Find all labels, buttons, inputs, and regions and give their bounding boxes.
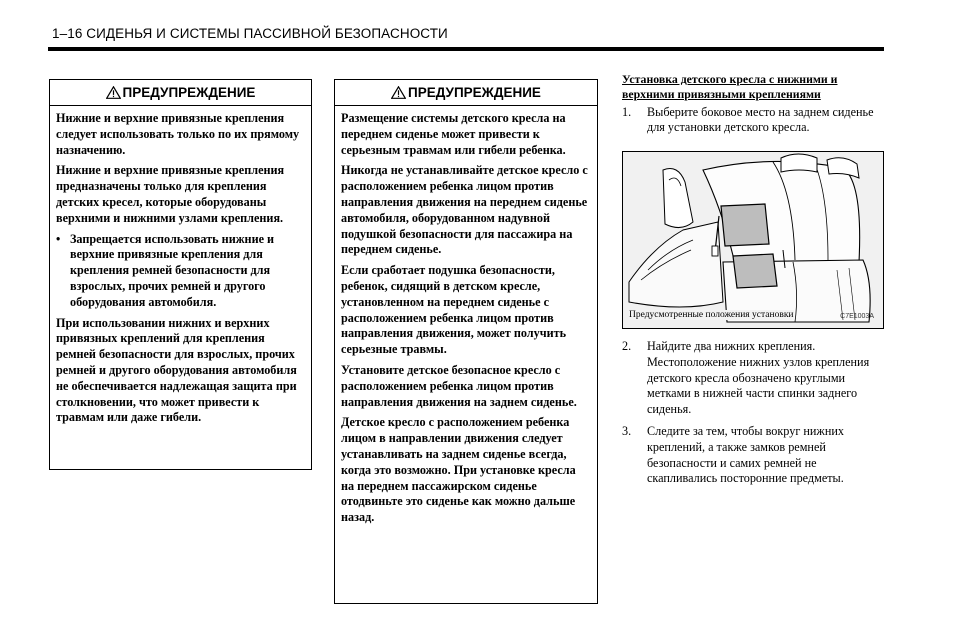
warning-paragraph: Размещение системы детского кресла на переднем сиденье может привести к серьезным травмам или гибели ребенка. — [341, 111, 566, 157]
warning-paragraph: Установите детское безопасное кресло с расположением ребенка лицом против направления движения на заднем сиденье. — [341, 362, 577, 409]
warning-paragraph: Нижние и верхние привязные крепления предназначены только для крепления детских кресел, которые оборудованы верхними и нижними узлами крепления. — [56, 163, 285, 225]
bullet-text: Запрещается использовать нижние и верхние привязные крепления для крепления ремней безопасности для взрослых, прочих ремней и другого оборудования автомобиля. — [70, 231, 275, 309]
warning-title-text: ПРЕДУПРЕЖДЕНИЕ — [122, 85, 256, 100]
header-rule — [48, 47, 884, 51]
warning-paragraph: Если сработает подушка безопасности, ребенок, сидящий в детском кресле, установленном на переднем сиденье с расположением ребенка лицом против направления движения, может получить серьезные травмы. — [341, 263, 567, 357]
figure-code: C7E1003A — [840, 313, 874, 320]
rear-seat-illustration — [623, 152, 884, 329]
warning-box-front-seat — [334, 79, 598, 604]
instructions-column — [622, 72, 884, 142]
warning-title-text: ПРЕДУПРЕЖДЕНИЕ — [408, 85, 541, 100]
instructions-column-continued — [622, 339, 884, 493]
warning-paragraph: Никогда не устанавливайте детское кресло с расположением ребенка лицом против направления движения на переднем сиденье автомобиля, оборудованном надувной подушкой безопасности для пассажира на переднем сиденье. — [341, 163, 588, 257]
warning-box-anchors — [49, 79, 312, 470]
warning-title — [50, 80, 311, 106]
seat-figure — [622, 151, 884, 329]
warning-triangle-icon — [106, 86, 121, 99]
step-item — [622, 424, 884, 487]
step-number: 3. — [622, 423, 632, 438]
warning-bullet — [56, 232, 303, 311]
warning-title — [335, 80, 597, 106]
step-number: 2. — [622, 339, 632, 353]
warning-paragraph: Детское кресло с расположением ребенка лицом в направлении движения следует устанавливать на заднем сиденье всегда, когда это возможно. При установке кресла на переднем пассажирском сиденье отодвиньте это сиденье как можно дальше назад. — [341, 415, 576, 525]
step-number: 1. — [622, 104, 632, 119]
step-item — [622, 339, 884, 418]
step-text: Выберите боковое место на заднем сиденье для установки детского кресла. — [647, 104, 874, 135]
bullet-mark: • — [56, 231, 61, 246]
figure-caption: Предусмотренные положения установки — [629, 310, 794, 320]
page-header: 1–16 СИДЕНЬЯ И СИСТЕМЫ ПАССИВНОЙ БЕЗОПАСНОСТИ — [52, 26, 448, 41]
warning-triangle-icon — [391, 86, 406, 99]
warning-paragraph: При использовании нижних и верхних привязных креплений для крепления ремней безопасности для взрослых, прочих ремней и другого оборудования автомобиля не обеспечивается надлежащая защита при столкновении, что может привести к травмам или даже гибели. — [56, 315, 297, 425]
step-text: Найдите два нижних крепления. Местоположение нижних узлов крепления детского кресла обозначено круглыми метками в нижней части спинки заднего сиденья. — [647, 339, 870, 417]
step-item — [622, 105, 884, 137]
section-title: Установка детского кресла с нижними и верхними привязными креплениями — [622, 72, 838, 101]
step-text: Следите за тем, чтобы вокруг нижних креплений, а также замков ремней безопасности и самих ремней не скапливались посторонние предметы. — [647, 423, 844, 486]
warning-paragraph: Нижние и верхние привязные крепления следует использовать только по их прямому назначению. — [56, 111, 300, 157]
